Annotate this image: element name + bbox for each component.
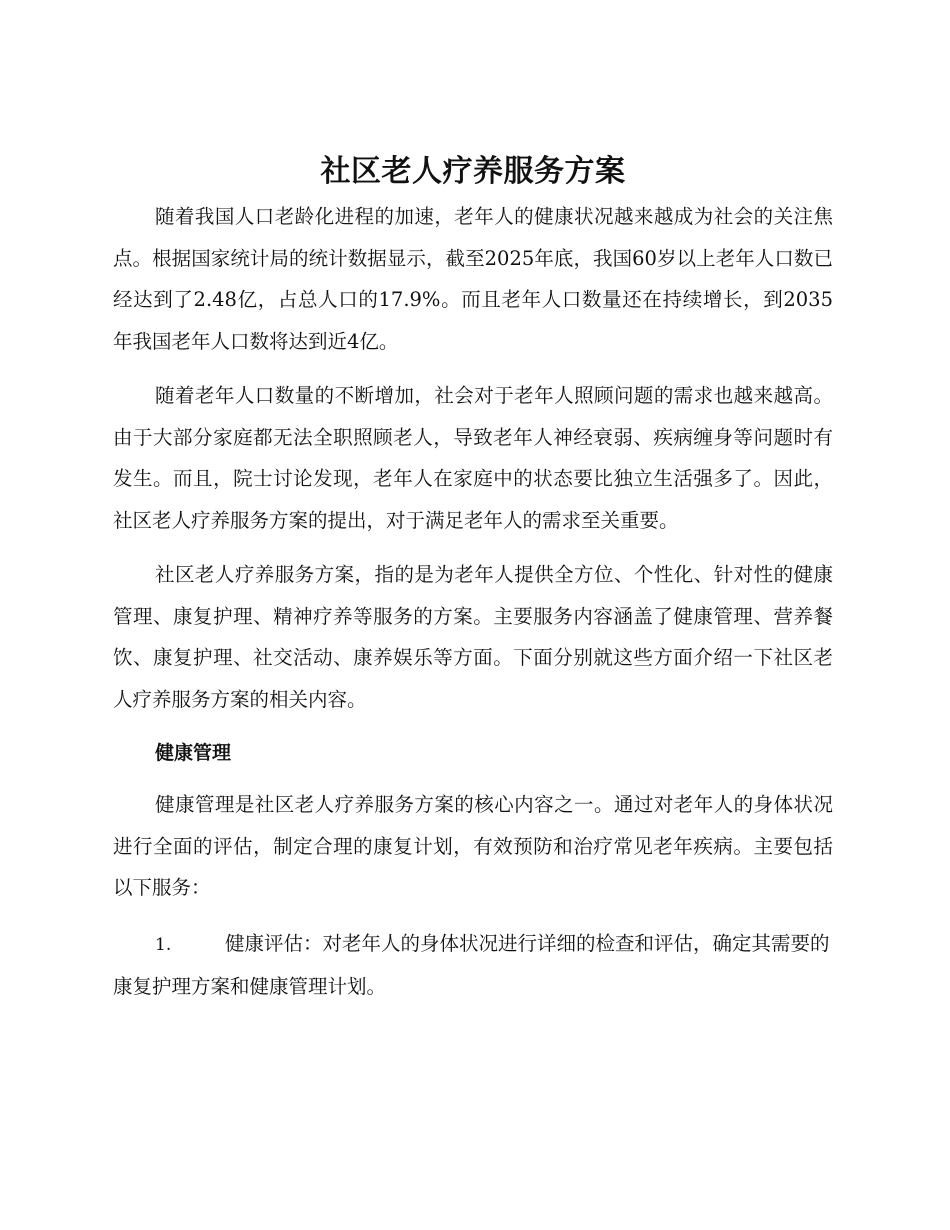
document-title: 社区老人疗养服务方案 (320, 154, 626, 189)
intro-paragraph-1: 随着我国人口老龄化进程的加速，老年人的健康状况越来越成为社会的关注焦点。根据国家统计局的统计数据显示，截至2025年底，我国60岁以上老年人口数已经达到了2.48亿，占总人口的17.9%。而且老年人口数量还在持续增长，到2035年我国老年人口数将达到近4亿。 (113, 205, 833, 353)
list-item-number: 1. (155, 934, 172, 955)
list-item-text: 健康评估：对老年人的身体状况进行详细的检查和评估，确定其需要的康复护理方案和健康管理计划。 (113, 931, 830, 998)
document-page (113, 148, 833, 1008)
section-heading: 健康管理 (155, 742, 232, 764)
section-intro-paragraph: 健康管理是社区老人疗养服务方案的核心内容之一。通过对老年人的身体状况进行全面的评估，制定合理的康复计划，有效预防和治疗常见老年疾病。主要包括以下服务： (113, 793, 833, 899)
intro-paragraph-2: 随着老年人口数量的不断增加，社会对于老年人照顾问题的需求也越来越高。由于大部分家庭都无法全职照顾老人，导致老年人神经衰弱、疾病缠身等问题时有发生。而且，院士讨论发现，老年人在家庭中的状态要比独立生活强多了。因此，社区老人疗养服务方案的提出，对于满足老年人的需求至关重要。 (113, 384, 833, 532)
list-item (113, 923, 833, 1008)
intro-paragraph-3: 社区老人疗养服务方案，指的是为老年人提供全方位、个性化、针对性的健康管理、康复护理、精神疗养等服务的方案。主要服务内容涵盖了健康管理、营养餐饮、康复护理、社交活动、康养娱乐等方面。下面分别就这些方面介绍一下社区老人疗养服务方案的相关内容。 (113, 563, 833, 711)
